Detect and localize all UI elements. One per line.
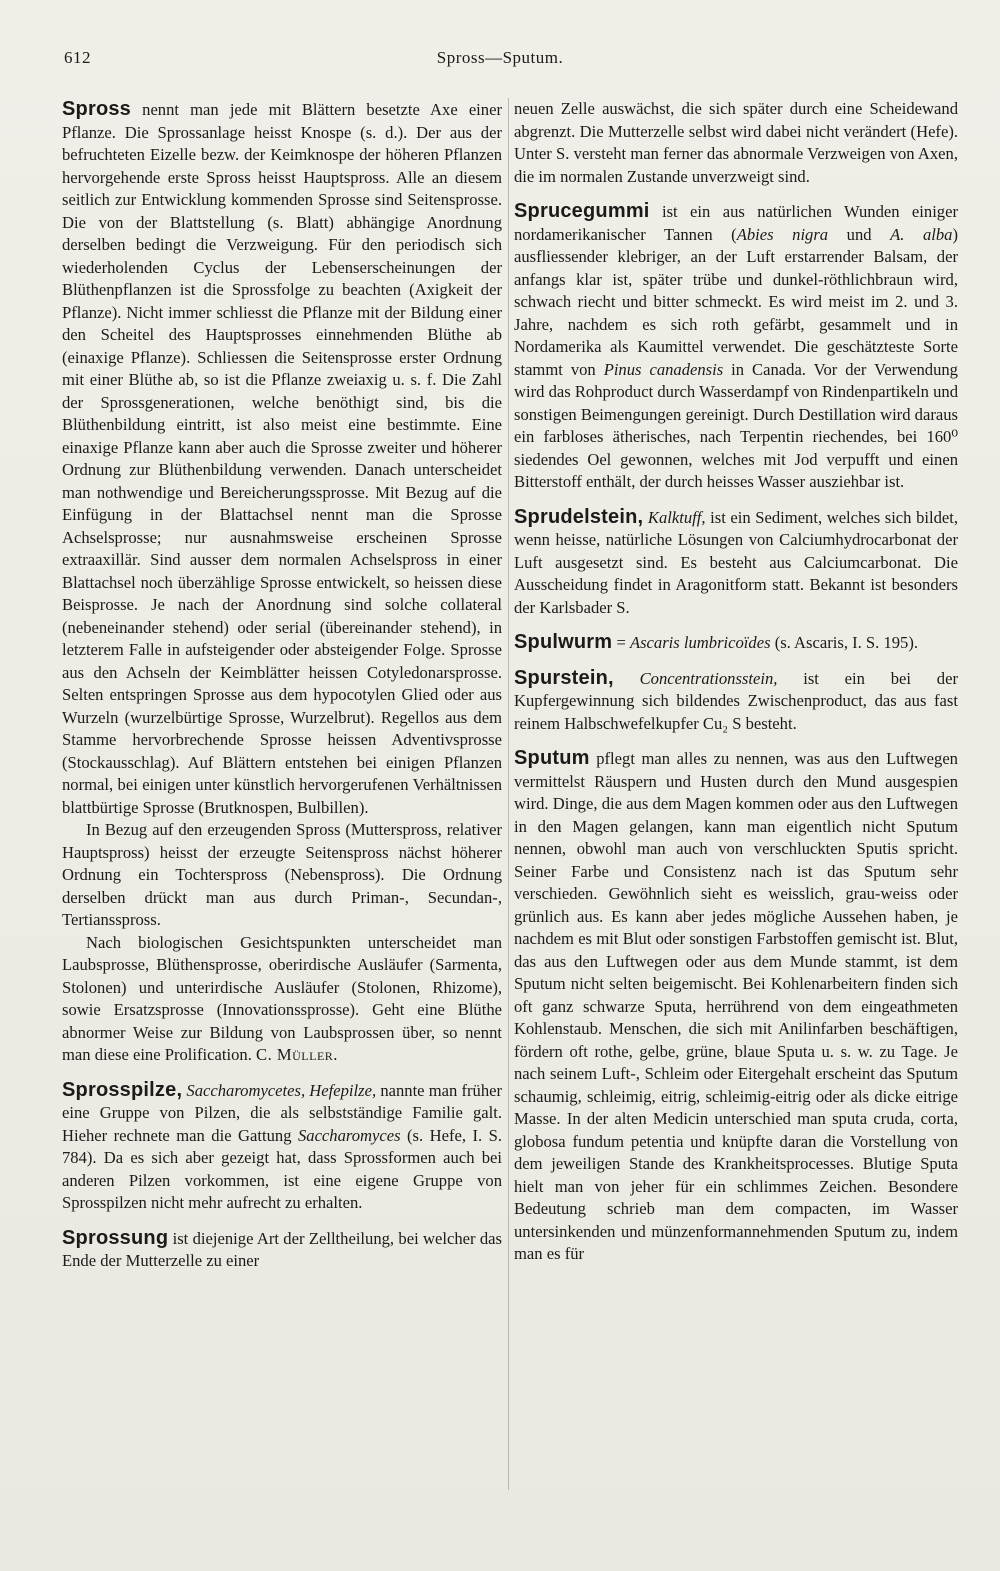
sprucegummi-species-3: Pinus canadensis	[603, 359, 724, 379]
headword-sprossung: Sprossung	[62, 1226, 169, 1249]
headword-spulwurm: Spulwurm	[514, 631, 613, 653]
sprucegummi-species-2: A. alba	[890, 224, 953, 244]
entry-spross-paragraph-2: In Bezug auf den erzeugenden Spross (Mutterspross, relativer Hauptspross) heisst der erzeugte Seitenspross nächst höherer Ordnung ein Tochterspross (Nebenspross). Die Ordnung derselben drückt man aus durch Priman-, Secundan-, Tertiansspross.	[62, 820, 502, 929]
entry-sprucegummi	[514, 200, 958, 494]
sprucegummi-text-1: ist ein aus natürlichen Wunden einiger nordamerikanischer Tannen (	[514, 202, 958, 244]
sputum-text: pflegt man alles zu nennen, was aus den Luftwegen vermittelst Räuspern und Husten durch den Mund ausgespien wird. Dinge, die aus dem Magen kommen oder aus den Luftwegen in den Magen gelangen, kann man eigentlich nicht Sputum nennen, obwohl man auch von verschluckten Sputis spricht. Seiner Farbe und Consistenz nach ist das Sputum sehr verschieden. Gewöhnlich sieht es weisslich, grau-weiss oder grünlich aus. Es kann aber jedes mögliche Aussehen haben, je nachdem es mit Blut oder sonstigen Farbstoffen gemischt ist. Blut, das aus den Luftwegen oder aus dem Munde stammt, ist dem Sputum nicht selten beigemischt. Bei Kohlenarbeitern finden sich oft ganz schwarze Sputa, herrührend von dem eingeathmeten Kohlenstaub. Menschen, die sich mit Anilinfarben beschäftigen, fördern oft rothe, gelbe, grüne, blaue Sputa u. s. w. zu Tage. Je nach seinem Luft-, Schleim oder Eitergehalt erscheint das Sputum schaumig, schleimig, eitrig, schleimig-eitrig oder als dicke eitrige Masse. In der alten Medicin unterschied man sputa cruda, corta, globosa fundum petentia und knüpfte daran die Vorstellung von dem jeweiligen Stande des Krankheitsprocesses. Blutige Sputa hielt man von jeher für ein schlimmes Zeichen. Besondere Bedeutung schrieb man dem compacten, im Wasser untersinkenden und münzenformannehmenden Sputum zu, indem man es für	[514, 749, 958, 1263]
sprucegummi-text-4: in Canada. Vor der Verwendung wird das Rohproduct durch Wasserdampf von Rindenpartikeln und sonstigen Beimengungen gereinigt. Durch Destillation wird daraus ein farbloses ätherisches, nach Terpentin riechendes, bei 160⁰ siedendes Oel gewonnen, welches mit Jod verpufft und einen Bitterstoff enthält, der durch heisses Wasser ausziehbar ist.	[514, 359, 958, 491]
headword-sputum: Sputum	[514, 747, 590, 769]
entry-spross	[62, 98, 502, 1067]
page-header	[0, 48, 1000, 72]
entry-spross-paragraph-3: Nach biologischen Gesichtspunkten unterscheidet man Laubsprosse, Blüthensprosse, oberirdische Ausläufer (Sarmenta, Stolonen) und unterirdische Ausläufer (Stolonen, Rhizome), sowie Ersatzsprosse (Innovationssprosse). Geht eine Blüthe abnormer Weise zur Bildung von Laubsprossen über, so nennt man diese eine Prolification.	[62, 932, 502, 1064]
right-column	[514, 98, 958, 1271]
sprucegummi-text-2: und	[846, 224, 872, 244]
headword-spurstein: Spurstein,	[514, 666, 614, 689]
sprucegummi-text-3: ) ausfliessender klebriger, an der Luft erstarrender Balsam, der anfangs klar ist, später trübe und dunkel-röthlichbraun wird, schwach riecht und bitter schmeckt. Es wird meist im 2. und 3. Jahre, nachdem es sich roth gefärbt, gesammelt und in Nordamerika als Kaumittel verwendet. Die geschätzteste Sorte stammt von	[514, 224, 958, 379]
entry-spurstein	[514, 667, 958, 736]
sprosspilze-text-after: (s. Hefe, I. S. 784). Da es sich aber gezeigt hat, dass Sprossformen auch bei anderen Pilzen vorkommen, ist eine eigene Gruppe von Sprosspilzen nicht mehr aufrecht zu erhalten.	[62, 1125, 502, 1212]
headword-sprosspilze: Sprosspilze,	[62, 1078, 183, 1101]
sprosspilze-synonyms: Saccharomycetes, Hefepilze,	[186, 1080, 377, 1100]
entry-sprosspilze	[62, 1079, 502, 1215]
entry-sputum	[514, 747, 958, 1266]
spurstein-text: ist ein bei der Kupfergewinnung sich bildendes Zwischenproduct, das aus fast reinem Halbschwefelkupfer Cu₂ S besteht.	[514, 668, 958, 733]
page-number: 612	[64, 48, 91, 67]
author-signature: C. Müller.	[256, 1045, 338, 1064]
spulwurm-text: (s. Ascaris, I. S. 195).	[774, 633, 919, 652]
sprosspilze-text-before: nannte man früher eine Gruppe von Pilzen, die als selbstständige Familie galt. Hieher rechnete man die Gattung	[62, 1080, 503, 1145]
entry-sprossung-continued	[514, 98, 958, 188]
spulwurm-equals: =	[616, 633, 626, 652]
sprosspilze-genus: Saccharomyces	[297, 1125, 401, 1145]
headword-sprudelstein: Sprudelstein,	[514, 505, 644, 528]
sprudelstein-text: ist ein Sediment, welches sich bildet, wenn heisse, natürliche Lösungen von Calciumhydrocarbonat der Luft ausgesetzt sind. Es besteht aus Calciumcarbonat. Die Ausscheidung findet in Aragonitform statt. Bekannt ist besonders der Karlsbader S.	[514, 507, 959, 617]
spurstein-synonym: Concentrationsstein,	[639, 668, 778, 688]
headword-spross: Spross	[62, 98, 132, 120]
entry-sprudelstein	[514, 506, 958, 620]
left-column	[62, 98, 502, 1278]
column-divider	[508, 98, 509, 1490]
sprucegummi-species-1: Abies nigra	[736, 224, 829, 244]
sprudelstein-synonym: Kalktuff,	[647, 507, 706, 527]
running-title: Spross—Sputum.	[436, 48, 564, 67]
entry-sprossung	[62, 1227, 502, 1273]
entry-spulwurm	[514, 631, 958, 655]
spulwurm-synonym: Ascaris lumbricoïdes	[629, 633, 771, 652]
sprossung-text: ist diejenige Art der Zelltheilung, bei welcher das Ende der Mutterzelle zu einer	[62, 1228, 502, 1270]
entry-spross-text: nennt man jede mit Blättern besetzte Axe einer Pflanze. Die Sprossanlage heisst Knospe (s. d.). Der aus der befruchteten Eizelle bezw. der Keimknospe der höheren Pflanzen hervorgehende erste Spross heisst Hauptspross. Alle an diesem seitlich zur Entwicklung kommenden Sprosse sind Seitensprosse. Die von der Blattstellung (s. Blatt) abhängige Anordnung derselben bedingt die Verzweigung. Für den periodisch sich wiederholenden Cyclus der Lebenserscheinungen der Blüthenpflanzen ist die Sprossfolge zu beachten (Axigkeit der Pflanze). Nicht immer schliesst die Pflanze mit der Bildung einer den Scheitel des Hauptsprosses einnehmenden Blüthe ab (einaxige Pflanze). Schliessen die Seitensprosse erster Ordnung mit einer Blüthe ab, so ist die Pflanze zweiaxig u. s. f. Die Zahl der Sprossgenerationen, welche benöthigt sind, bis die Blüthenbildung eintritt, ist also meist eine bestimmte. Eine einaxige Pflanze kann aber auch die Sprosse zweiter und höherer Ordnung zur Blüthenbildung verwenden. Danach unterscheidet man nothwendige und Bereicherungssprosse. Mit Bezug auf die Einfügung in der Blattachsel nennt man die Sprosse Achselsprosse; nur ausnahmsweise erscheinen Sprosse extraaxillär. Sind ausser dem normalen Achselspross in einer Blattachsel noch überzählige Sprosse entwickelt, so heissen diese Beisprosse. Je nach der Anordnung sind solche collateral (nebeneinander stehend) oder serial (übereinander stehend), in letzterem Falle in aufsteigender oder absteigender Folge. Sprosse aus den Achseln der Keimblätter heissen Cotyledonarsprosse. Selten entspringen Sprosse aus dem hypocotylen Glied oder aus Wurzeln (wurzelbürtige Sprosse, Wurzelbrut). Regellos aus dem Stamme hervorbrechende Sprosse heissen Adventivsprosse (Stockausschlag). Auf Blättern entstehen bei einigen Pflanzen normal, bei einigen unter künstlich hervorgerufenen Verhältnissen blattbürtige Sprosse (Brutknospen, Bulbillen).	[62, 100, 502, 817]
sprossung-continuation: neuen Zelle auswächst, die sich später durch eine Scheidewand abgrenzt. Die Mutterzelle selbst wird dabei nicht verändert (Hefe). Unter S. versteht man ferner das abnormale Verzweigen von Axen, die im normalen Zustande unverzweigt sind.	[514, 99, 958, 186]
headword-sprucegummi: Sprucegummi	[514, 200, 650, 222]
